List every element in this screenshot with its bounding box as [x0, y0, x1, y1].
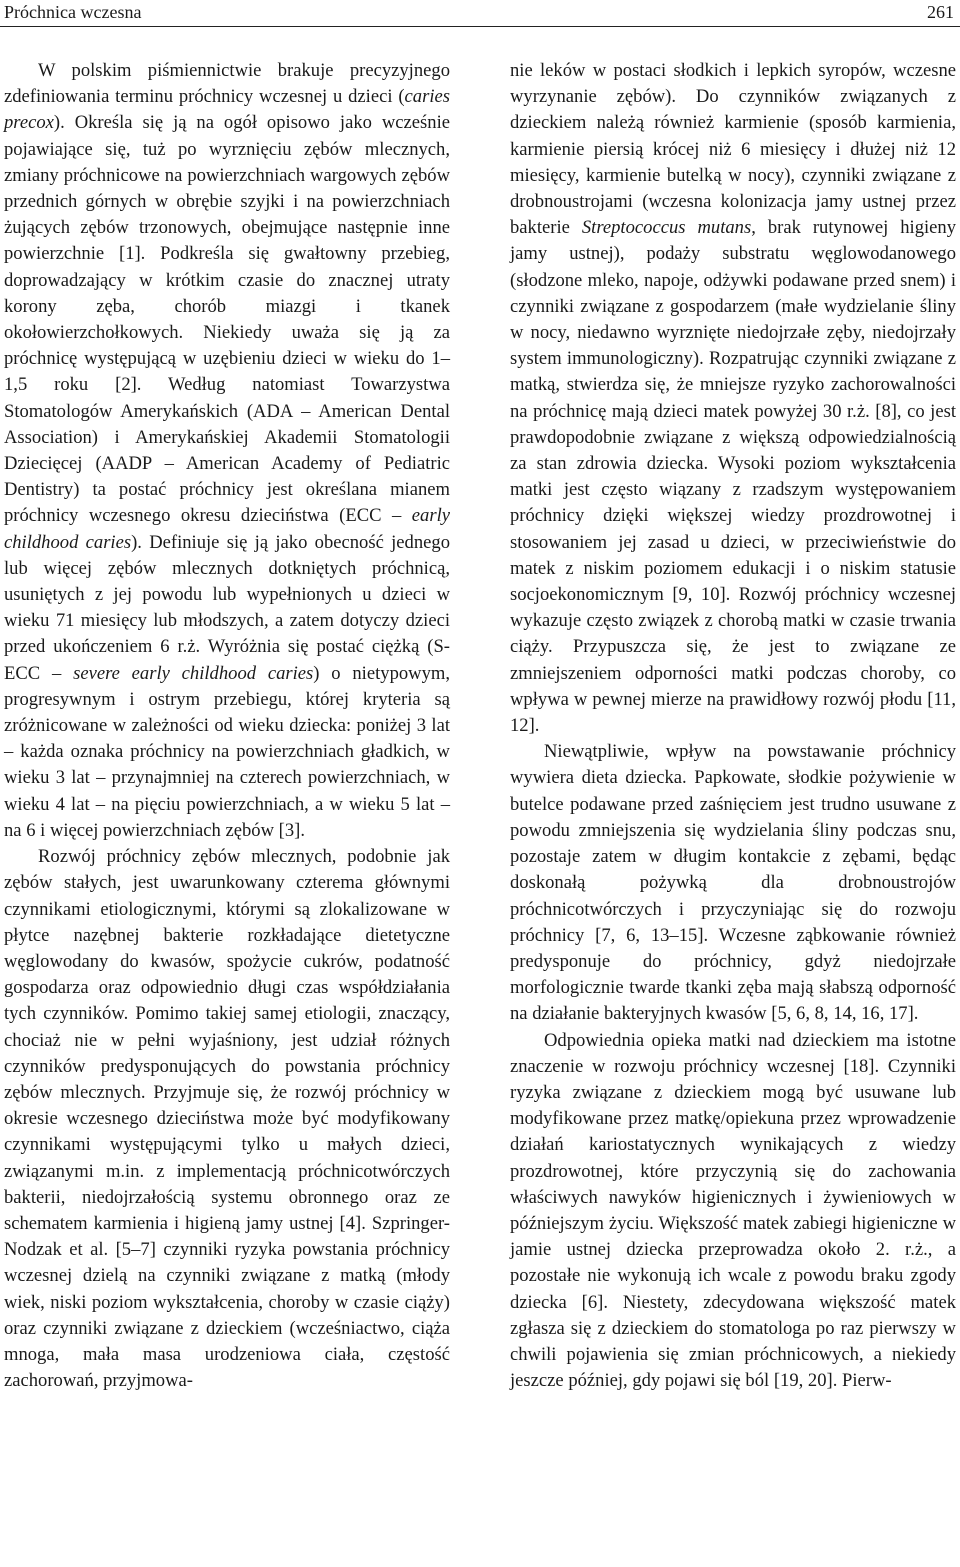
- text-run: ). Definiuje się ją jako obecność jednego lub więcej zębów mlecznych dotkniętych próchnicą, usuniętych z jej powodu lub wypełnionych u dzieci w wieku 71 miesięcy lub młodszych, a zatem dotyczy dzieci przed ukończeniem 6 r.ż. Wyróżnia się postać ciężką (S-ECC –: [4, 531, 450, 684]
- right-column: [510, 58, 956, 1394]
- text-run: nie leków w postaci słodkich i lepkich syropów, wczesne wyrzynanie zębów). Do czynników związanych z dzieckiem należą również karmienie (sposób karmienia, karmienie piersią krócej niż 6 miesięcy i dłużej niż 12 miesięcy, karmienie butelką w nocy), czynniki związane z drobnoustrojami (wczesna kolonizacja jamy ustnej przez bakterie: [510, 60, 956, 239]
- paragraph-mother-care: Odpowiednia opieka matki nad dzieckiem ma istotne znaczenie w rozwoju próchnicy wczesnej [18]. Czynniki ryzyka związane z dzieckiem mogą być usuwane lub modyfikowane przez matkę/opiekuna przez wprowadzenie działań kariostatycznych wynikających z wiedzy prozdrowotnej, które przyczynią się do zachowania właściwych nawyków higienicznych i żywieniowych w późniejszym życiu. Większość matek zabiegi higieniczne w jamie ustnej dziecka przeprowadza około 2. r.ż., a pozostałe nie wykonują ich wcale z powodu braku zgody dziecka [6]. Niestety, zdecydowana większość matek zgłasza się z dzieckiem do stomatologa po raz pierwszy w chwili pojawienia się zmian próchnicowych, a niekiedy jeszcze później, gdy pojawi się ból [19, 20]. Pierw-: [510, 1029, 956, 1392]
- bacteria-name: Streptococcus mutans: [581, 217, 752, 239]
- paragraph-definition: [4, 58, 450, 844]
- text-run: , brak rutynowej higieny jamy ustnej), podaży substratu węglowodanowego (słodzone mleko, napoje, odżywki podawane przed snem) i czynniki związane z gospodarzem (małe wydzielanie śliny w nocy, niedawno wyrznięte niedojrzałe zęby, niedojrzały system immunologiczny). Rozpatrując czynniki związane z matką, stwierdza się, że mniejsze ryzyko zachorowalności na próchnicę mają dzieci matek powyżej 30 r.ż. [8], co jest prawdopodobnie związane z większą odpowiedzialnością za stan zdrowia dziecka. Wysoki poziom wykształcenia matki jest często wiązany z rzadszym występowaniem próchnicy dzięki większej wiedzy prozdrowotnej i stosowaniem jej zasad u dzieci, w przeciwieństwie do matek z niskim poziomem edukacji i o niskim statusie socjoekonomicznym [9, 10]. Rozwój próchnicy wczesnej wykazuje często związek z chorobą matki w czasie trwania ciąży. Przypuszcza się, że jest to związane ze zmniejszeniem odporności matki podczas choroby, co wpływa w pewnej mierze na prawidłowy rozwój płodu [11, 12].: [510, 217, 957, 737]
- text-run: ) o nietypowym, progresywnym i ostrym przebiegu, której kryteria są zróżnicowane w zależności od wieku dziecka: poniżej 3 lat – każda oznaka próchnicy na powierzchniach gładkich, w wieku 3 lat – przynajmniej na czterech powierzchniach, w wieku 4 lat – na pięciu powierzchniach, a w wieku 5 lat – na 6 i więcej powierzchniach zębów [3].: [4, 662, 450, 841]
- page-number: 261: [927, 2, 954, 22]
- text-run: ). Określa się ją na ogół opisowo jako wcześnie pojawiające się, tuż po wyrznięciu zębów mlecznych, zmiany próchnicowe na powierzchniach wargowych zębów przednich górnych w obrębie szyjki i na powierzchniach żujących zębów trzonowych, obejmujące następnie inne powierzchnie [1]. Podkreśla się gwałtowny przebieg, doprowadzający w krótkim czasie do znacznej utraty korony zęba, chorób miazgi i tkanek okołowierzchołkowych. Niekiedy uważa się ją za próchnicę występującą w uzębieniu dzieci w wieku do 1–1,5 roku [2]. Według natomiast Towarzystwa Stomatologów Amerykańskich (ADA – American Dental Association) i Amerykańskiej Akademii Stomatologii Dziecięcej (AADP – American Academy of Pediatric Dentistry) ta postać próchnicy jest określana mianem próchnicy wczesnego okresu dzieciństwa (ECC –: [4, 112, 450, 527]
- paragraph-diet: Niewątpliwie, wpływ na powstawanie próchnicy wywiera dieta dziecka. Papkowate, słodkie pożywienie w butelce podawane przed zaśnięciem jest trudno usuwane z powodu zmniejszenia się wydzielania śliny podczas snu, pozostaje zatem w długim kontakcie z zębami, będąc doskonałą pożywką dla drobnoustrojów próchnicotwórczych i przyczyniając się do rozwoju próchnicy [7, 6, 13–15]. Wczesne ząbkowanie również predysponuje do próchnicy, gdyż niedojrzałe morfologicznie twarde tkanki zęba mają słabszą odporność na działanie bakteryjnych kwasów [5, 6, 8, 14, 16, 17].: [510, 741, 956, 1025]
- english-term: early childhood caries: [4, 505, 450, 553]
- text-run: W polskim piśmiennictwie brakuje precyzyjnego zdefiniowania terminu próchnicy wczesnej u dzieci (: [4, 60, 450, 108]
- running-header: [0, 0, 960, 27]
- left-column: [4, 58, 450, 1394]
- english-term: severe early childhood caries: [73, 662, 314, 684]
- paragraph-etiology: Rozwój próchnicy zębów mlecznych, podobnie jak zębów stałych, jest uwarunkowany czterema głównymi czynnikami etiologicznymi, którymi są zlokalizowane w płytce nazębnej bakterie rozkładające dietetyczne węglowodany do kwasów, spożycie cukrów, podatność gospodarza oraz odpowiednio długi czas współdziałania tych czynników. Pomimo takiej samej etiologii, znaczący, chociaż nie w pełni wyjaśniony, jest udział różnych czynników predysponujących do powstania próchnicy zębów mlecznych. Przyjmuje się, że rozwój próchnicy w okresie wczesnego dzieciństwa może być modyfikowany czynnikami występującymi tylko u małych dzieci, związanymi m.in. z implementacją próchnicotwórczych bakterii, niedojrzałością systemu obronnego oraz ze schematem karmienia i higieną jamy ustnej [4]. Szpringer-Nodzak et al. [5–7] czynniki ryzyka powstania próchnicy wczesnej dzielą na czynniki związane z matką (młody wiek, niski poziom wykształcenia, choroby w czasie ciąży) oraz czynniki związane z dzieckiem (wcześniactwo, ciąża mnoga, mała masa urodzeniowa ciała, częstość zachorowań, przyjmowa-: [4, 846, 450, 1392]
- paragraph-risk-factors: [510, 58, 956, 739]
- latin-term: caries precox: [4, 86, 450, 134]
- running-title: Próchnica wczesna: [4, 2, 142, 22]
